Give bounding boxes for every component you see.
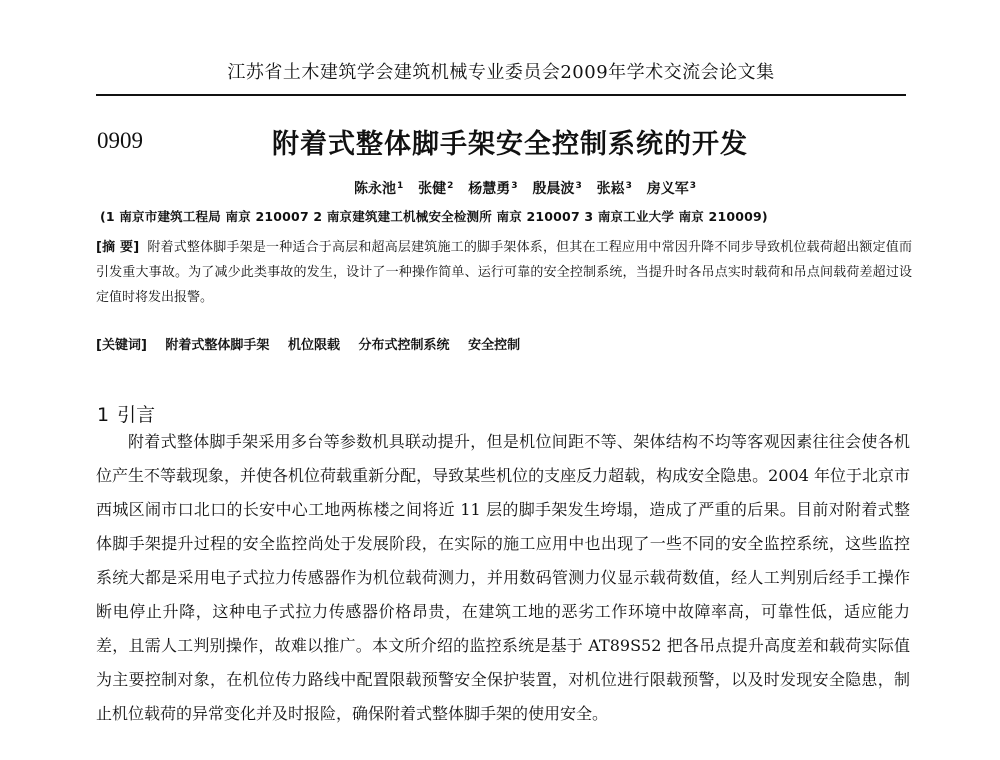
paper-number: 0909 [97, 128, 143, 153]
paper-title: 附着式整体脚手架安全控制系统的开发 [272, 129, 748, 160]
section-number: 1 [97, 404, 110, 426]
section-heading [97, 400, 155, 427]
author: 殷晨波$^3$ [532, 181, 582, 197]
affiliations: (1 南京市建筑工程局 南京 210007 2 南京建筑建工机械安全检测所 南京 210007 3 南京工业大学 南京 210009) [100, 209, 768, 224]
author: 陈永池$^1$ [354, 181, 404, 197]
keyword: 附着式整体脚手架 [165, 338, 270, 353]
keywords-label: [关键词] [96, 338, 147, 353]
abstract-text: 附着式整体脚手架是一种适合于高层和超高层建筑施工的脚手架体系，但其在工程应用中常因升降不同步导致机位载荷超出额定值而引发重大事故。为了减少此类事故的发生，设计了一种操作简单、运行可靠的安全控制系统，当提升时各吊点实时载荷和吊点间载荷差超过设定值时将发出报警。 [96, 240, 912, 305]
running-header: 江苏省土木建筑学会建筑机械专业委员会2009年学术交流会论文集 [227, 62, 775, 83]
author: 张健$^2$ [418, 181, 454, 197]
body-paragraph: 附着式整体脚手架采用多台等参数机具联动提升，但是机位间距不等、架体结构不均等客观因素往往会使各机位产生不等载现象，并使各机位荷载重新分配，导致某些机位的支座反力超载，构成安全隐患。2004 年位于北京市西城区闹市口北口的长安中心工地两栋楼之间将近 11 层的脚手架发生垮塌，造成了严重的后果。目前对附着式整体脚手架提升过程的安全监控尚处于发展阶段，在实际的施工应用中也出现了一些不同的安全监控系统，这些监控系统大都是采用电子式拉力传感器作为机位载荷测力，并用数码管测力仪显示载荷数值，经人工判别后经手工操作断电停止升降，这种电子式拉力传感器价格昂贵，在建筑工地的恶劣工作环境中故障率高，可靠性低，适应能力差，且需人工判别操作，故难以推广。本文所介绍的监控系统是基于 AT89S52 把各吊点提升高度差和载荷实际值为主要控制对象，在机位传力路线中配置限载预警安全保护装置，对机位进行限载预警，以及时发现安全隐患，制止机位载荷的异常变化并及时报险，确保附着式整体脚手架的使用安全。 [96, 432, 910, 723]
keyword: 安全控制 [468, 338, 521, 353]
abstract-label: [摘 要] [96, 240, 140, 255]
author: 张崧$^3$ [596, 181, 632, 197]
section-title: 引言 [117, 404, 156, 426]
author: 杨慧勇$^3$ [468, 181, 518, 197]
author: 房义军$^3$ [646, 181, 696, 197]
author-list [320, 178, 740, 198]
header-rule [96, 94, 906, 96]
keyword: 分布式控制系统 [358, 338, 450, 353]
abstract [96, 235, 912, 310]
keywords [96, 334, 912, 353]
keyword: 机位限载 [287, 338, 340, 353]
